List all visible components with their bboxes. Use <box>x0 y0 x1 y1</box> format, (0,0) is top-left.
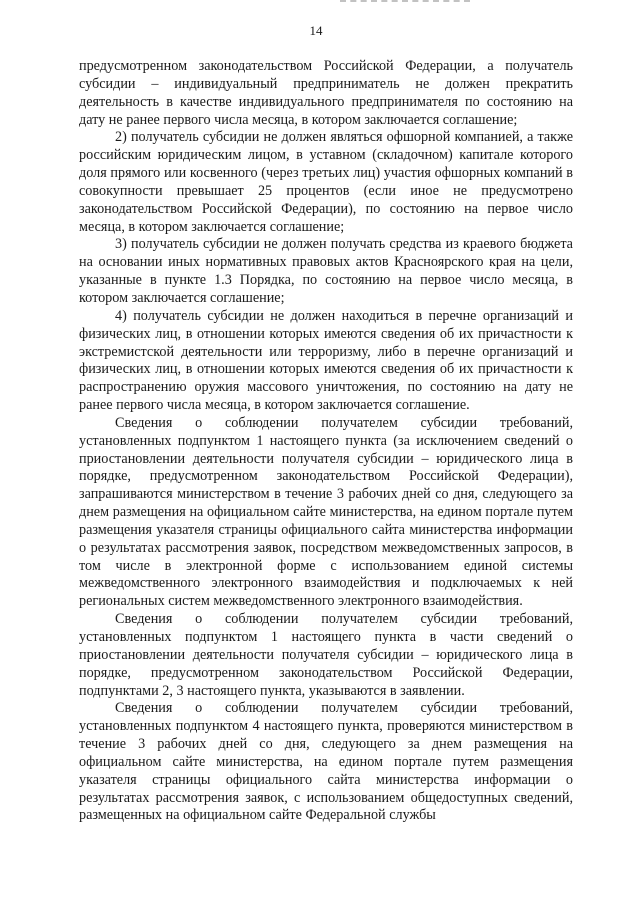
page-number: 14 <box>309 23 323 38</box>
document-body <box>79 58 573 825</box>
paragraph-3: 3) получатель субсидии не должен получать средства из краевого бюджета на основании иных нормативных правовых актов Красноярского края на цели, указанные в пункте 1.3 Порядка, по состоянию на первое число месяца, в котором заключается соглашение; <box>79 236 573 306</box>
scan-artifact <box>340 0 470 4</box>
paragraph-2: 2) получатель субсидии не должен являться офшорной компанией, а также российским юридическим лицом, в уставном (складочном) капитале которого доля прямого или косвенного (через третьих лиц) участия офшорных компаний в совокупности превышает 25 процентов (если иное не предусмотрено законодательством Российской Федерации), по состоянию на первое число месяца, в котором заключается соглашение; <box>79 129 573 235</box>
paragraph-5: Сведения о соблюдении получателем субсидии требований, установленных подпунктом 1 настоящего пункта (за исключением сведений о приостановлении деятельности получателя субсидии – юридического лица в порядке, предусмотренном законодательством Российской Федерации), запрашиваются министерством в течение 3 рабочих дней со дня, следующего за днем размещения на официальном сайте министерства, на едином портале путем размещения указателя страницы официального сайта министерства информации о результатах рассмотрения заявок, посредством межведомственных запросов, в том числе в электронной форме с использованием единой системы межведомственного электронного взаимодействия и подключаемых к ней региональных систем межведомственного электронного взаимодействия. <box>79 414 573 610</box>
paragraph-4: 4) получатель субсидии не должен находиться в перечне организаций и физических лиц, в отношении которых имеются сведения об их причастности к экстремистской деятельности или терроризму, либо в перечне организаций и физических лиц, в отношении которых имеются сведения об их причастности к распространению оружия массового уничтожения, по состоянию на дату не ранее первого числа месяца, в котором заключается соглашение. <box>79 307 573 414</box>
paragraph-1: предусмотренном законодательством Российской Федерации, а получатель субсидии – индивидуальный предприниматель не должен прекратить деятельность в качестве индивидуального предпринимателя по состоянию на дату не ранее первого числа месяца, в котором заключается соглашение; <box>79 58 573 128</box>
paragraph-7: Сведения о соблюдении получателем субсидии требований, установленных подпунктом 4 настоящего пункта, проверяются министерством в течение 3 рабочих дней со дня, следующего за днем размещения на официальном сайте министерства, на едином портале путем размещения указателя страницы официального сайта министерства информации о результатах рассмотрения заявок, с использованием общедоступных сведений, размещенных на официальном сайте Федеральной службы <box>79 700 573 824</box>
paragraph-6: Сведения о соблюдении получателем субсидии требований, установленных подпунктом 1 настоящего пункта в части сведений о приостановлении деятельности получателя субсидии – юридического лица в порядке, предусмотренном законодательством Российской Федерации, подпунктами 2, 3 настоящего пункта, указываются в заявлении. <box>79 611 573 699</box>
